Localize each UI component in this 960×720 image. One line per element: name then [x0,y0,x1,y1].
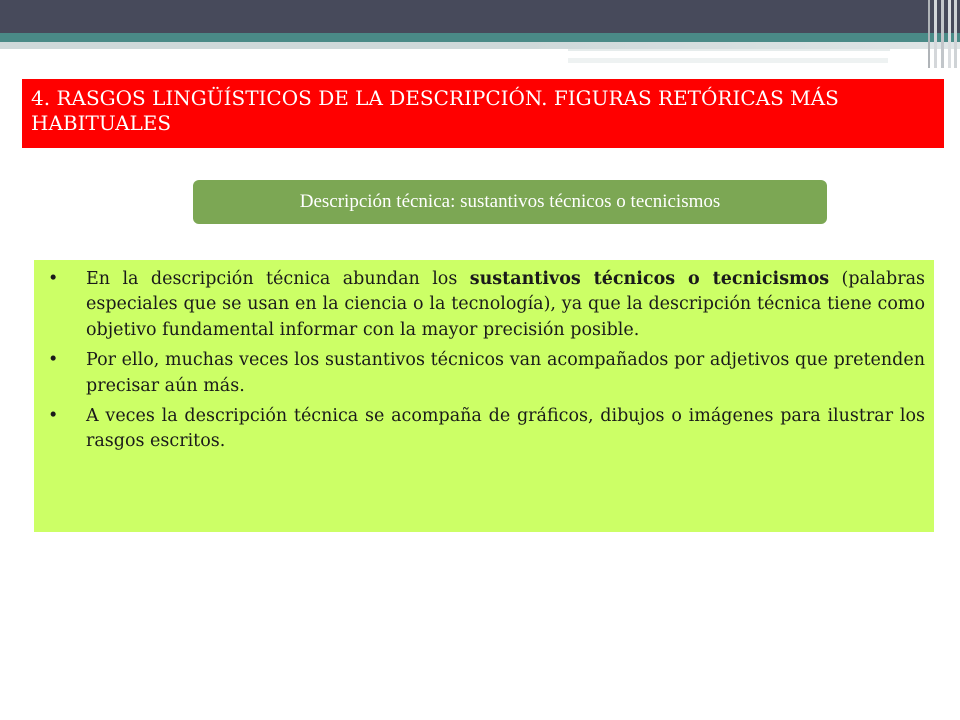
bullet-1-text-start: En la descripción técnica abundan los [86,269,470,289]
slide-heading [22,79,944,148]
bullet-item-3 [44,404,925,455]
bullet-3-text: A veces la descripción técnica se acompaña de gráficos, dibujos o imágenes para ilustrar los rasgos escritos. [86,406,925,452]
bullet-1-text-end: (palabras especiales que se usan en la ciencia o la tecnología), ya que la descripción técnica tiene como objetivo fundamental informar con la mayor precisión posible. [86,269,925,340]
banner-accent-line-2 [568,58,888,63]
bullet-item-2 [44,348,925,399]
banner-dark-band [0,0,960,33]
subtitle-text: Descripción técnica: sustantivos técnicos o tecnicismos [299,191,721,212]
bullet-icon: • [48,350,59,371]
bullet-item-1 [44,267,925,343]
bullet-1-bold-term: sustantivos técnicos o tecnicismos [469,269,830,289]
content-box [34,260,934,532]
bullet-2-text: Por ello, muchas veces los sustantivos técnicos van acompañados por adjetivos que pretenden precisar aún más. [86,350,925,396]
bullet-icon: • [48,406,59,427]
bullet-icon: • [48,269,59,289]
banner-light-band [0,42,960,49]
slide-heading-text: 4. RASGOS LINGÜÍSTICOS DE LA DESCRIPCIÓN. FIGURAS RETÓRICAS MÁS HABITUALES [31,86,839,135]
bullet-list [44,267,925,455]
subtitle-box [193,180,827,224]
banner-accent-line [568,49,890,51]
banner-vertical-bars [926,0,960,68]
banner-teal-band [0,33,960,42]
